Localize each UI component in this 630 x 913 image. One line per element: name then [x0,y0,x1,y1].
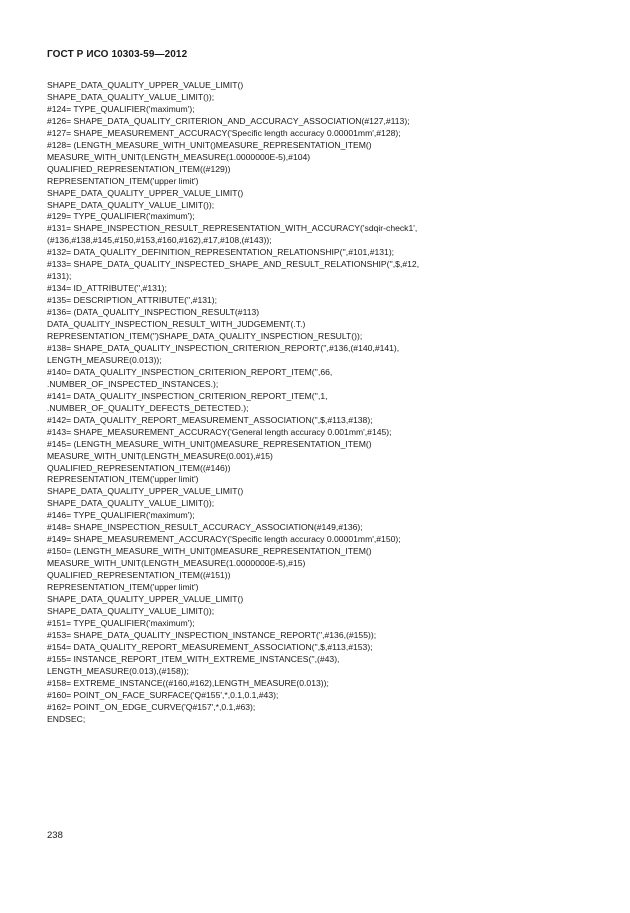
code-line: MEASURE_WITH_UNIT(LENGTH_MEASURE(1.0000000E-5),#104) [47,151,311,162]
code-line: #142= DATA_QUALITY_REPORT_MEASUREMENT_ASSOCIATION('',$,#113,#138); [47,414,373,425]
code-line: #150= (LENGTH_MEASURE_WITH_UNIT()MEASURE_REPRESENTATION_ITEM() [47,546,372,557]
code-line: #151= TYPE_QUALIFIER('maximum'); [47,617,195,628]
code-line: LENGTH_MEASURE(0.013),(#158)); [47,665,189,676]
code-line: MEASURE_WITH_UNIT(LENGTH_MEASURE(1.0000000E-5),#15) [47,558,306,569]
step-file-listing [47,80,607,725]
code-line: #141= DATA_QUALITY_INSPECTION_CRITERION_REPORT_ITEM('',1, [47,390,328,401]
code-line: #138= SHAPE_DATA_QUALITY_INSPECTION_CRITERION_REPORT('',#136,(#140,#141), [47,342,400,353]
code-line: SHAPE_DATA_QUALITY_VALUE_LIMIT()); [47,91,215,102]
code-line: #160= POINT_ON_FACE_SURFACE('Q#155',*,0.1,0.1,#43); [47,689,279,700]
code-line: #136= (DATA_QUALITY_INSPECTION_RESULT(#113) [47,307,260,318]
code-line: SHAPE_DATA_QUALITY_UPPER_VALUE_LIMIT() [47,486,244,497]
code-line: .NUMBER_OF_INSPECTED_INSTANCES.); [47,378,219,389]
code-line: #143= SHAPE_MEASUREMENT_ACCURACY('General length accuracy 0.001mm',#145); [47,426,392,437]
code-line: #131); [47,271,72,282]
code-line: SHAPE_DATA_QUALITY_UPPER_VALUE_LIMIT() [47,80,244,90]
code-line: SHAPE_DATA_QUALITY_UPPER_VALUE_LIMIT() [47,593,244,604]
code-line: #162= POINT_ON_EDGE_CURVE('Q#157',*,0.1,#63); [47,701,256,712]
code-line: #129= TYPE_QUALIFIER('maximum'); [47,211,195,222]
code-line: #154= DATA_QUALITY_REPORT_MEASUREMENT_ASSOCIATION('',$,#113,#153); [47,641,373,652]
code-line: REPRESENTATION_ITEM('upper limit') [47,582,199,593]
code-line: #128= (LENGTH_MEASURE_WITH_UNIT()MEASURE_REPRESENTATION_ITEM() [47,139,372,150]
code-line: REPRESENTATION_ITEM('upper limit') [47,474,199,485]
code-line: #146= TYPE_QUALIFIER('maximum'); [47,510,195,521]
document-header: ГОСТ Р ИСО 10303-59—2012 [47,49,188,60]
code-line: #148= SHAPE_INSPECTION_RESULT_ACCURACY_ASSOCIATION(#149,#136); [47,522,363,533]
code-line: QUALIFIED_REPRESENTATION_ITEM((#129)) [47,163,231,174]
code-line: QUALIFIED_REPRESENTATION_ITEM((#146)) [47,462,231,473]
code-line: (#136,#138,#145,#150,#153,#160,#162),#17,#108,(#143)); [47,235,272,246]
code-line: LENGTH_MEASURE(0.013)); [47,354,162,365]
code-line: #155= INSTANCE_REPORT_ITEM_WITH_EXTREME_INSTANCES('',(#43), [47,653,340,664]
code-line: #126= SHAPE_DATA_QUALITY_CRITERION_AND_ACCURACY_ASSOCIATION(#127,#113); [47,115,410,126]
code-line: #124= TYPE_QUALIFIER('maximum'); [47,103,195,114]
code-line: #135= DESCRIPTION_ATTRIBUTE('',#131); [47,295,218,306]
code-line: QUALIFIED_REPRESENTATION_ITEM((#151)) [47,570,231,581]
code-line: DATA_QUALITY_INSPECTION_RESULT_WITH_JUDGEMENT(.T.) [47,319,306,330]
code-line: .NUMBER_OF_QUALITY_DEFECTS_DETECTED.); [47,402,249,413]
code-line: ENDSEC; [47,713,86,724]
code-line: #149= SHAPE_MEASUREMENT_ACCURACY('Specific length accuracy 0.00001mm',#150); [47,534,401,545]
code-line: #140= DATA_QUALITY_INSPECTION_CRITERION_REPORT_ITEM('',66, [47,366,333,377]
code-line: #153= SHAPE_DATA_QUALITY_INSPECTION_INSTANCE_REPORT('',#136,(#155)); [47,629,377,640]
code-line: REPRESENTATION_ITEM('')SHAPE_DATA_QUALITY_INSPECTION_RESULT()); [47,331,363,342]
code-line: #134= ID_ATTRIBUTE('',#131); [47,283,167,294]
code-line: #131= SHAPE_INSPECTION_RESULT_REPRESENTATION_WITH_ACCURACY('sdqir-check1', [47,223,418,234]
code-line: SHAPE_DATA_QUALITY_UPPER_VALUE_LIMIT() [47,187,244,198]
code-line: #132= DATA_QUALITY_DEFINITION_REPRESENTATION_RELATIONSHIP('',#101,#131); [47,247,395,258]
code-line: #127= SHAPE_MEASUREMENT_ACCURACY('Specific length accuracy 0.00001mm',#128); [47,127,401,138]
code-line: SHAPE_DATA_QUALITY_VALUE_LIMIT()); [47,199,215,210]
code-line: #145= (LENGTH_MEASURE_WITH_UNIT()MEASURE_REPRESENTATION_ITEM() [47,438,372,449]
code-line: REPRESENTATION_ITEM('upper limit') [47,175,199,186]
page-number: 238 [47,830,63,841]
code-line: #158= EXTREME_INSTANCE((#160,#162),LENGTH_MEASURE(0.013)); [47,677,329,688]
code-line: #133= SHAPE_DATA_QUALITY_INSPECTED_SHAPE_AND_RESULT_RELATIONSHIP('',$,#12, [47,259,420,270]
code-line: SHAPE_DATA_QUALITY_VALUE_LIMIT()); [47,605,215,616]
code-line: MEASURE_WITH_UNIT(LENGTH_MEASURE(0.001),#15) [47,450,273,461]
code-line: SHAPE_DATA_QUALITY_VALUE_LIMIT()); [47,498,215,509]
